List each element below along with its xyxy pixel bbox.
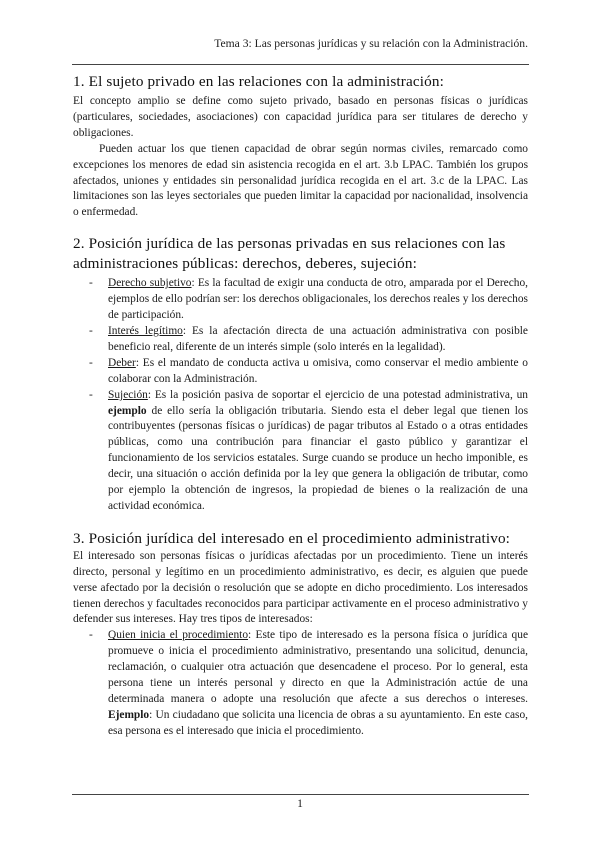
section-1-paragraph-1: El concepto amplio se define como sujeto privado, basado en personas físicas o jurídicas (particulares, sociedades, asociaciones) con capacidad jurídica para ser titulares de derecho y obligaciones. <box>73 95 528 139</box>
term-sujecion: Sujeción <box>108 388 148 401</box>
item-text: : Es la posición pasiva de soportar el ejercicio de una potestad administrativa, un <box>147 388 528 401</box>
section-1-heading: 1. El sujeto privado en las relaciones con la administración: <box>73 73 445 90</box>
bold-ejemplo: Ejemplo <box>108 708 150 721</box>
term-interes-legitimo: Interés legítimo <box>108 324 183 337</box>
item-text-continued: de ello sería la obligación tributaria. Siendo esta el deber legal que tienen los contribuyentes (personas físicas o jurídicas) de pagar tributos al Estado o a otras entidades públicas, como una contribución para financiar el gasto público y garantizar el funcionamiento de los servicios estatales. Surge cuando se produce un hecho imponible, es decir, una situación o acción definida por la ley que genera la obligación de tributar, como por ejemplo la obtención de ingresos, la propiedad de bienes o la realización de una actividad económica. <box>108 404 528 512</box>
page-content <box>73 72 528 740</box>
header-divider <box>72 64 529 65</box>
section-3-list <box>73 628 528 739</box>
section-3-heading: 3. Posición jurídica del interesado en el procedimiento administrativo: <box>73 529 511 547</box>
dash-bullet: - <box>89 324 93 337</box>
item-text: : Este tipo de interesado es la persona física o jurídica que promueve o inicia el procedimiento administrativo, presentando una solicitud, denuncia, reclamación, o cualquier otra actuación que desencadene el proceso. Por lo general, esta persona tiene un interés personal y directo en que la Administración actúe de una determinada manera o adopte una resolución que afecte a sus derechos o intereses. <box>108 629 529 705</box>
list-item-interes-legitimo <box>73 324 528 356</box>
item-text: : Es la afectación directa de una actuación administrativa con posible beneficio real, diferente de un interés simple (solo interés en la legalidad). <box>108 324 528 353</box>
dash-bullet: - <box>89 388 93 401</box>
section-2-heading: 2. Posición jurídica de las personas privadas en sus relaciones con las administraciones públicas: derechos, deberes, sujeción: <box>73 235 506 273</box>
list-item-deber <box>73 356 528 388</box>
section-3 <box>73 529 528 740</box>
item-text: : Es la facultad de exigir una conducta de otro, amparada por el Derecho, ejemplos de ello podrían ser: los derechos obligacionales, los derechos reales y los derechos de participación. <box>108 277 528 322</box>
running-header: Tema 3: Las personas jurídicas y su relación con la Administración. <box>214 37 528 50</box>
bold-ejemplo: ejemplo <box>108 404 147 417</box>
section-1-paragraph-2: Pueden actuar los que tienen capacidad de obrar según normas civiles, remarcado como excepciones los menores de edad sin asistencia recogida en el art. 3.b LPAC. También los grupos afectados, uniones y entidades sin personalidad jurídica recogida en el art. 3.c de la LPAC. Las limitaciones son las leyes sectoriales que pueden limitar la capacidad por nacionalidad, insolvencia o enfermedad. <box>73 142 528 219</box>
section-2-list <box>73 276 528 515</box>
section-3-paragraph: El interesado son personas físicas o jurídicas afectadas por un procedimiento. Tiene un interés directo, personal y legítimo en un procedimiento administrativo, es decir, es alguien que puede verse afectado por la decisión o resolución que se adopte en dicho procedimiento. Los interesados tienen derechos y facultades reconocidos para participar activamente en el proceso administrativo y defender sus intereses. Hay tres tipos de interesados: <box>73 549 528 626</box>
list-item-sujecion <box>73 388 528 515</box>
term-quien-inicia: Quien inicia el procedimiento <box>108 629 249 642</box>
page-number: 1 <box>297 797 303 810</box>
list-item-quien-inicia <box>73 628 528 739</box>
item-text-continued: : Un ciudadano que solicita una licencia de obras a su ayuntamiento. En este caso, esa persona es el interesado que inicia el procedimiento. <box>108 708 528 737</box>
list-item-derecho-subjetivo <box>73 276 528 324</box>
dash-bullet: - <box>89 277 93 290</box>
term-deber: Deber <box>108 356 136 369</box>
section-1 <box>73 72 528 221</box>
footer-divider <box>72 794 529 795</box>
item-text: : Es el mandato de conducta activa u omisiva, como conservar el medio ambiente o colaborar con la Administración. <box>108 356 528 385</box>
section-2 <box>73 234 528 515</box>
dash-bullet: - <box>89 356 93 369</box>
term-derecho-subjetivo: Derecho subjetivo <box>108 277 192 290</box>
dash-bullet: - <box>89 629 93 642</box>
